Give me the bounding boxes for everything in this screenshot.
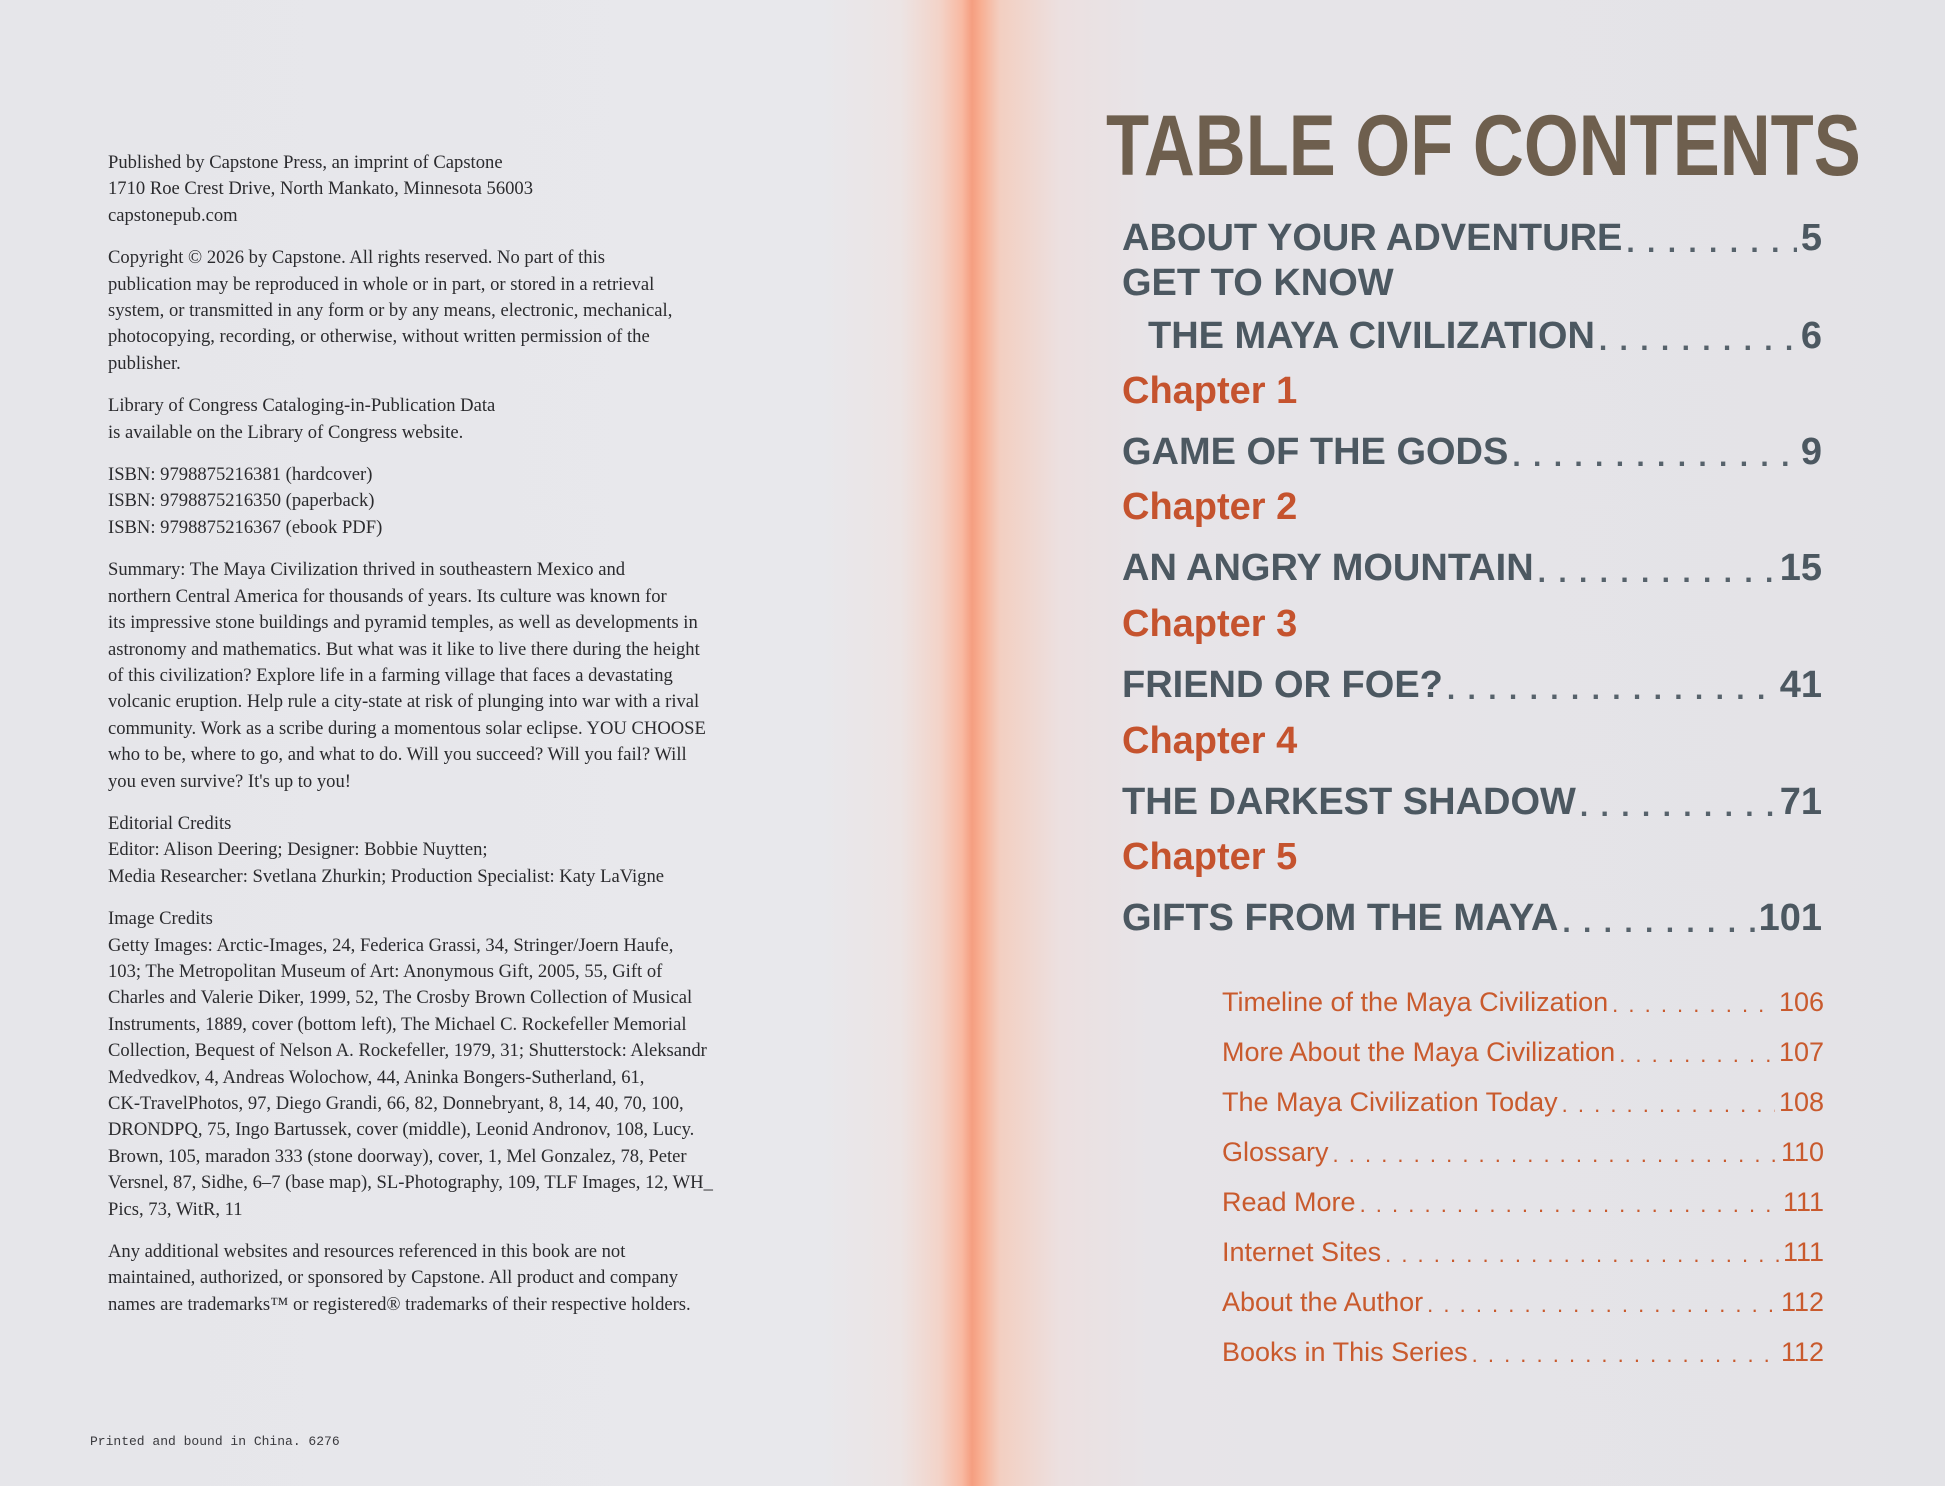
chapter-5-heading: Chapter 5: [1122, 836, 1298, 878]
copyright-page-text: [108, 150, 848, 1334]
toc-entry-internet-sites[interactable]: [1222, 1230, 1824, 1268]
toc-entry-glossary[interactable]: [1222, 1130, 1824, 1168]
copyright-notice: Copyright © 2026 by Capstone. All rights reserved. No part of this publication may be reproduced in whole or in part, or stored in a retrieval system, or transmitted in any form or by any means, electronic, mechanical, photocopying, recording, or otherwise, without written permission of the publisher.: [108, 247, 673, 374]
toc-entry-page: 71: [1779, 781, 1822, 823]
dot-leader: [1562, 906, 1754, 940]
dot-leader: [1333, 1142, 1777, 1168]
toc-entry-label: AN ANGRY MOUNTAIN: [1122, 547, 1534, 589]
toc-entry-more-about[interactable]: [1222, 1030, 1824, 1068]
toc-entry-label: More About the Maya Civilization: [1222, 1037, 1616, 1067]
toc-entry-about-author[interactable]: [1222, 1280, 1824, 1318]
toc-entry-label: About the Author: [1222, 1287, 1424, 1317]
editorial-credits: Editorial Credits Editor: Alison Deering; Designer: Bobbie Nuytten; Media Researcher: Svetlana Zhurkin; Production Specialist: Katy LaVigne: [108, 812, 665, 887]
toc-entry-page: 101: [1758, 897, 1822, 939]
toc-entry-get-to-know[interactable]: [1148, 304, 1822, 358]
trademark-notice: Any additional websites and resources referenced in this book are not maintained, authorized, or sponsored by Capstone. All product and company names are trademarks™ or registered® trademarks of their respective holders.: [108, 1241, 691, 1315]
dot-leader: [1538, 556, 1776, 590]
toc-entry-chapter-4[interactable]: [1122, 770, 1822, 824]
toc-entry-chapter-1[interactable]: [1122, 420, 1822, 474]
toc-entry-label: Internet Sites: [1222, 1237, 1382, 1267]
dot-leader: [1580, 790, 1776, 824]
toc-entry-page: 112: [1780, 1337, 1824, 1367]
chapter-2-heading: Chapter 2: [1122, 486, 1298, 528]
toc-entry-chapter-5[interactable]: [1122, 886, 1822, 940]
toc-entry-label: GIFTS FROM THE MAYA: [1122, 897, 1559, 939]
toc-entry-label: Glossary: [1222, 1137, 1329, 1167]
toc-entry-civilization-today[interactable]: [1222, 1080, 1824, 1118]
book-summary: Summary: The Maya Civilization thrived in southeastern Mexico and northern Central America for thousands of years. Its culture was known for its impressive stone buildings and pyramid temples, as well as developments in astronomy and mathematics. But what was it like to live there during the height of this civilization? Explore life in a farming village that faces a devastating volcanic eruption. Help rule a city-state at risk of plunging into war with a rival community. Work as a scribe during a momentous solar eclipse. YOU CHOOSE who to be, where to go, and what to do. Will you succeed? Will you fail? Will you even survive? It's up to you!: [108, 559, 706, 792]
toc-entry-label: Books in This Series: [1222, 1337, 1468, 1367]
toc-entry-page: 41: [1779, 664, 1822, 706]
toc-entry-timeline[interactable]: [1222, 980, 1824, 1018]
chapter-4-heading: Chapter 4: [1122, 720, 1298, 762]
publisher-info: Published by Capstone Press, an imprint of Capstone 1710 Roe Crest Drive, North Mankato, Minnesota 56003 capstonepub.com: [108, 152, 534, 226]
toc-entry-page: 112: [1780, 1287, 1824, 1317]
toc-entry-label: Read More: [1222, 1187, 1356, 1217]
dot-leader: [1447, 673, 1776, 707]
dot-leader: [1512, 440, 1797, 474]
toc-entry-page: 108: [1778, 1087, 1824, 1117]
toc-entry-label: FRIEND OR FOE?: [1122, 664, 1443, 706]
toc-entry-page: 111: [1782, 1237, 1824, 1267]
dot-leader: [1385, 1242, 1779, 1268]
toc-entry-label: THE MAYA CIVILIZATION: [1148, 315, 1595, 357]
dot-leader: [1599, 324, 1797, 358]
toc-entry-get-to-know-line1[interactable]: GET TO KNOW: [1122, 262, 1394, 304]
toc-entry-page: 111: [1782, 1187, 1824, 1217]
toc-entry-about-your-adventure[interactable]: [1122, 206, 1822, 260]
dot-leader: [1612, 992, 1775, 1018]
toc-entry-read-more[interactable]: [1222, 1180, 1824, 1218]
toc-entry-label: Timeline of the Maya Civilization: [1222, 987, 1609, 1017]
toc-entry-page: 15: [1779, 547, 1822, 589]
dot-leader: [1360, 1192, 1779, 1218]
toc-entry-page: 5: [1800, 217, 1822, 259]
toc-entry-label: ABOUT YOUR ADVENTURE: [1122, 217, 1623, 259]
chapter-3-heading: Chapter 3: [1122, 603, 1298, 645]
toc-entry-label: THE DARKEST SHADOW: [1122, 781, 1576, 823]
isbn-list: ISBN: 9798875216381 (hardcover) ISBN: 9798875216350 (paperback) ISBN: 9798875216367 (ebook PDF): [108, 464, 383, 538]
toc-entry-chapter-2[interactable]: [1122, 536, 1822, 590]
toc-title: TABLE OF CONTENTS: [1106, 98, 1861, 194]
toc-entry-page: 6: [1800, 315, 1822, 357]
dot-leader: [1472, 1342, 1777, 1368]
toc-entry-label: The Maya Civilization Today: [1222, 1087, 1558, 1117]
chapter-1-heading: Chapter 1: [1122, 370, 1298, 412]
toc-entry-page: 106: [1778, 987, 1824, 1017]
printed-in-note: Printed and bound in China. 6276: [90, 1434, 340, 1449]
dot-leader: [1562, 1092, 1775, 1118]
dot-leader: [1626, 226, 1796, 260]
toc-entry-page: 9: [1800, 431, 1822, 473]
dot-leader: [1427, 1292, 1777, 1318]
toc-entry-chapter-3[interactable]: [1122, 653, 1822, 707]
image-credits: Image Credits Getty Images: Arctic-Images, 24, Federica Grassi, 34, Stringer/Joern Haufe, 103; The Metropolitan Museum of Art: Anonymous Gift, 2005, 55, Gift of Charles and Valerie Diker, 1999, 52, The Crosby Brown Collection of Musical Instruments, 1889, cover (bottom left), The Michael C. Rockefeller Memorial Collection, Bequest of Nelson A. Rockefeller, 1979, 31; Shutterstock: Aleksandr Medvedkov, 4, Andreas Wolochow, 44, Aninka Bongers-Sutherland, 61, CK-TravelPhotos, 97, Diego Grandi, 66, 82, Donnebryant, 8, 14, 40, 70, 100, DRONDPQ, 75, Ingo Bartussek, cover (middle), Leonid Andronov, 108, Lucy. Brown, 105, maradon 333 (stone doorway), cover, 1, Mel Gonzalez, 78, Peter Versnel, 87, Sidhe, 6–7 (base map), SL-Photography, 109, TLF Images, 12, WH_ Pics, 73, WitR, 11: [108, 908, 713, 1220]
toc-entry-label: GAME OF THE GODS: [1122, 431, 1509, 473]
toc-entry-books-in-series[interactable]: [1222, 1330, 1824, 1368]
cataloging-data: Library of Congress Cataloging-in-Publication Data is available on the Library of Congress website.: [108, 395, 496, 443]
toc-entry-page: 107: [1778, 1037, 1824, 1067]
toc-entry-page: 110: [1780, 1137, 1824, 1167]
dot-leader: [1619, 1042, 1775, 1068]
